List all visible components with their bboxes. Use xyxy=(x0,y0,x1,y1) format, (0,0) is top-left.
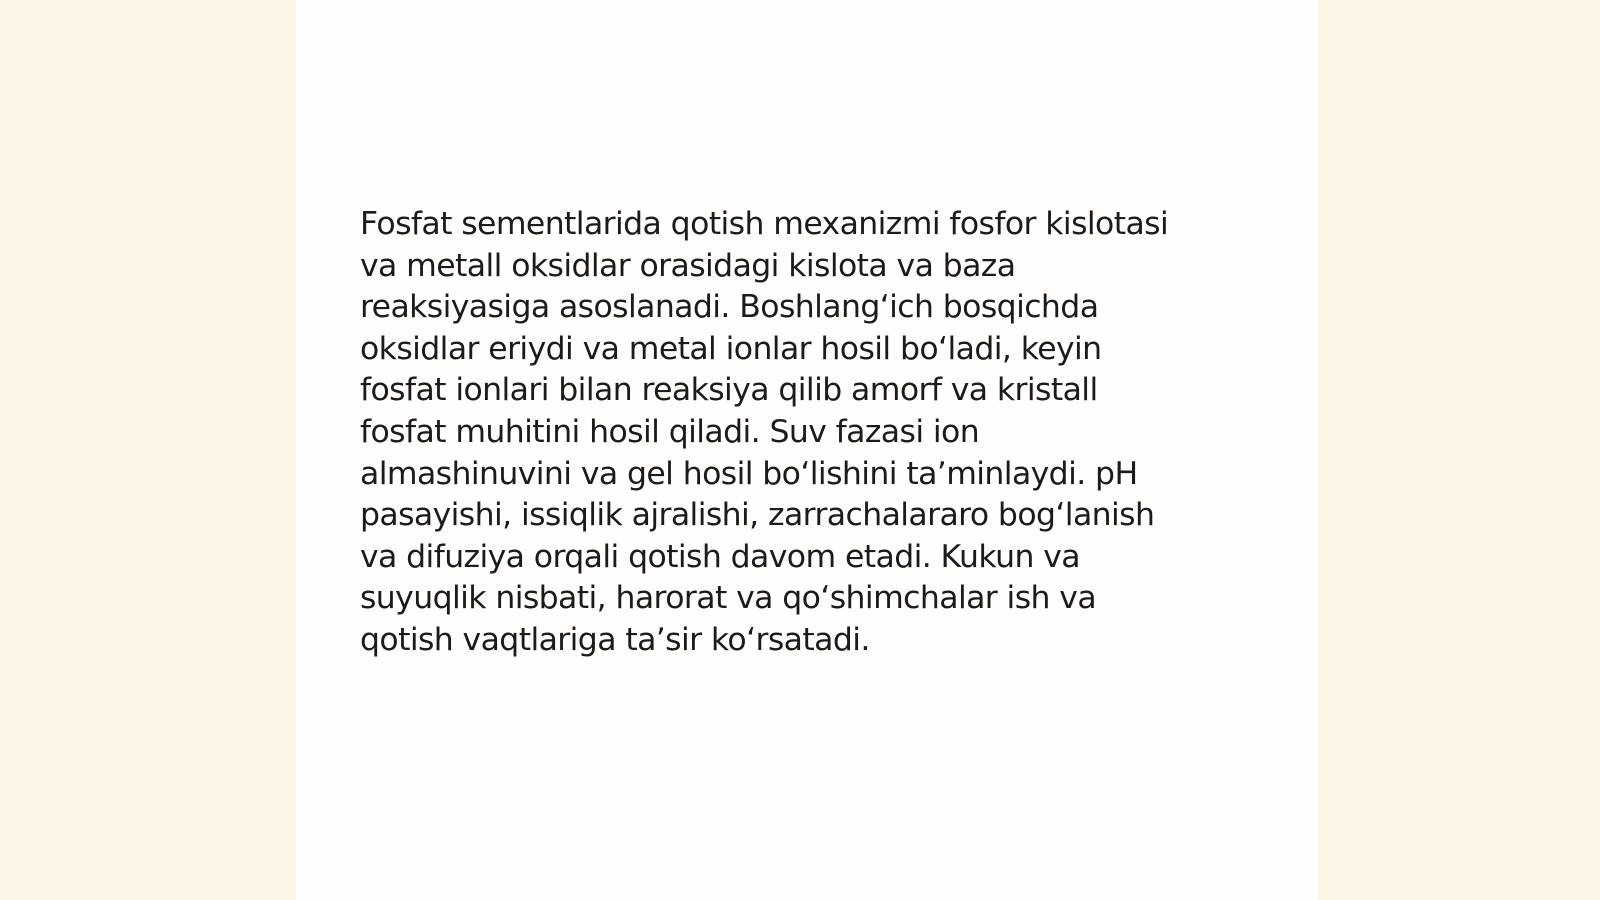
paragraph-line: suyuqlik nisbati, harorat va qo‘shimchalar ish va xyxy=(360,580,1097,617)
slide-body-paragraph xyxy=(360,204,1240,662)
paragraph-line: qotish vaqtlariga ta’sir ko‘rsatadi. xyxy=(360,621,870,658)
paragraph-line: fosfat ionlari bilan reaksiya qilib amorf va kristall xyxy=(360,372,1098,409)
paragraph-line: va metall oksidlar orasidagi kislota va baza xyxy=(360,247,1016,284)
paragraph-line: oksidlar eriydi va metal ionlar hosil bo‘ladi, keyin xyxy=(360,330,1102,367)
paragraph-line: va difuziya orqali qotish davom etadi. Kukun va xyxy=(360,538,1080,575)
paragraph-line: pasayishi, issiqlik ajralishi, zarrachalararo bog‘lanish xyxy=(360,497,1155,534)
slide xyxy=(296,0,1318,900)
paragraph-line: Fosfat sementlarida qotish mexanizmi fosfor kislotasi xyxy=(360,206,1169,242)
paragraph-line: fosfat muhitini hosil qiladi. Suv fazasi ion xyxy=(360,413,980,450)
paragraph-line: almashinuvini va gel hosil bo‘lishini ta’minlaydi. pH xyxy=(360,455,1138,492)
paragraph-line: reaksiyasiga asoslanadi. Boshlang‘ich bosqichda xyxy=(360,289,1099,326)
